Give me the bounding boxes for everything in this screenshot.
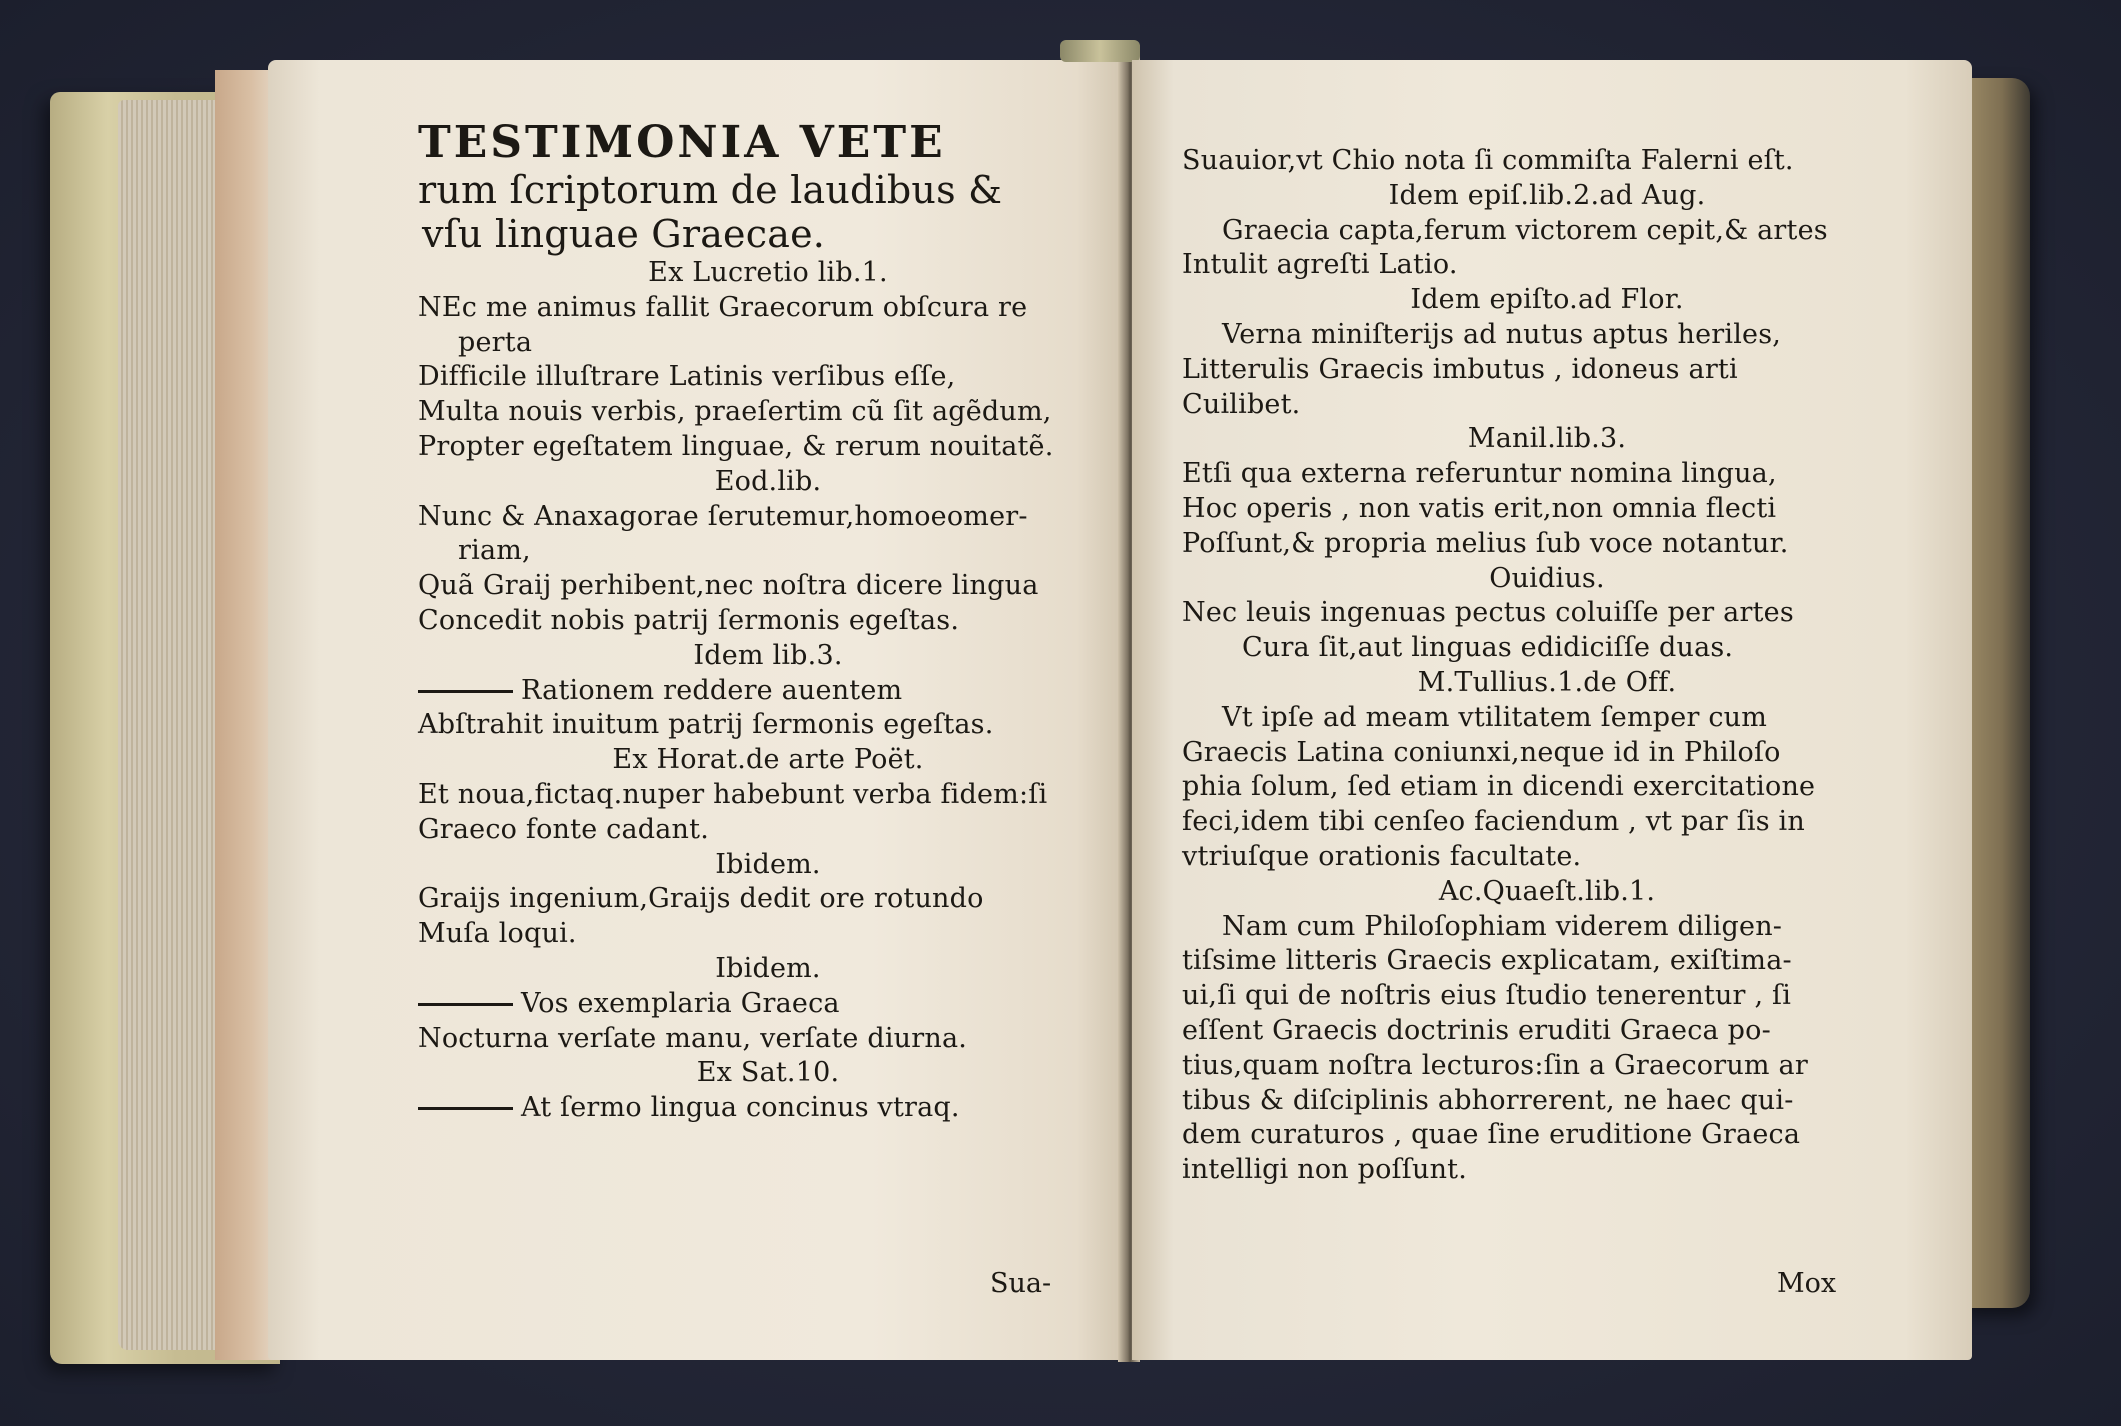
page-subtitle: vſu linguae Graecae.: [422, 212, 826, 256]
text-line: Propter egeſtatem linguae, & rerum nouitatẽ.: [418, 430, 1054, 462]
em-rule: [418, 690, 513, 693]
text-line: riam,: [458, 535, 531, 567]
text-line: Intulit agreſti Latio.: [1182, 249, 1458, 281]
text-line: Nec leuis ingenuas pectus coluiſſe per artes: [1182, 597, 1794, 629]
right-page-text: [1182, 144, 1912, 1188]
right-page: [1132, 60, 1972, 1360]
text-line: [418, 1091, 1118, 1126]
section-heading: Manil.lib.3.: [1467, 423, 1627, 455]
section-heading: M.Tullius.1.de Off.: [1417, 666, 1677, 698]
left-page-text: [418, 118, 1118, 1126]
text-line: intelligi non poſſunt.: [1182, 1154, 1468, 1186]
text-line: Verna miniſterijs ad nutus aptus heriles,: [1222, 318, 1782, 350]
text-line: feci,idem tibi cenſeo faciendum , vt par ſis in: [1182, 806, 1805, 838]
page-subtitle: rum ſcriptorum de laudibus &: [418, 168, 1003, 212]
section-heading: Ex Lucretio lib.1.: [648, 257, 888, 288]
em-rule: [418, 1003, 513, 1006]
text-line: Difficile illuſtrare Latinis verſibus eſſe,: [418, 361, 956, 393]
section-heading: Idem epiſto.ad Flor.: [1410, 284, 1684, 316]
text-line: phia ſolum, ſed etiam in dicendi exercitatione: [1182, 771, 1816, 803]
fore-edge-left: [215, 70, 275, 1360]
text-line: Et noua,fictaq.nuper habebunt verba fidem:ſi: [418, 778, 1048, 810]
text-line: NEc me animus fallit Graecorum obſcura re: [418, 291, 1028, 323]
text-line-content: Vos exemplaria Graeca: [521, 987, 840, 1019]
section-heading: Ex Sat.10.: [696, 1057, 840, 1089]
section-heading: Eod.lib.: [714, 465, 822, 497]
text-line: Graecia capta,ferum victorem cepit,& artes: [1222, 214, 1828, 246]
section-heading: Ex Horat.de arte Poët.: [612, 744, 924, 776]
catchword-right: Mox: [1777, 1268, 1837, 1299]
text-line: Quã Graij perhibent,nec noſtra dicere lingua: [418, 570, 1039, 602]
text-line: tibus & diſciplinis abhorrerent, ne haec qui-: [1182, 1084, 1794, 1116]
text-line: Multa nouis verbis, praeſertim cũ ſit agẽdum,: [418, 396, 1052, 428]
text-line: eſſent Graecis doctrinis eruditi Graeca po-: [1182, 1014, 1771, 1046]
section-heading: Ouidius.: [1489, 562, 1605, 594]
section-heading: Ibidem.: [715, 848, 821, 880]
text-line: Vt ipſe ad meam vtilitatem ſemper cum: [1222, 701, 1768, 733]
text-line-content: At ſermo lingua concinus vtraq.: [521, 1092, 960, 1124]
section-heading: Idem epiſ.lib.2.ad Aug.: [1388, 179, 1706, 211]
text-line: Nocturna verſate manu, verſate diurna.: [418, 1022, 968, 1054]
text-line: Cuilibet.: [1182, 388, 1301, 420]
right-text-lines: [1182, 144, 1912, 1188]
text-line: [418, 987, 1118, 1022]
text-line: [418, 674, 1118, 709]
section-heading: Ac.Quaeſt.lib.1.: [1438, 875, 1656, 907]
text-line: dem curaturos , quae ſine eruditione Graeca: [1182, 1119, 1801, 1151]
text-line: Nam cum Philoſophiam viderem diligen-: [1222, 910, 1783, 942]
text-line: Nunc & Anaxagorae ſerutemur,homoeomer-: [418, 500, 1028, 532]
catchword-left: Sua-: [990, 1268, 1052, 1299]
text-line: Poſſunt,& propria melius ſub voce notantur.: [1182, 527, 1789, 559]
text-line: perta: [458, 326, 533, 358]
text-line: Hoc operis , non vatis erit,non omnia flecti: [1182, 492, 1777, 524]
text-line-content: Rationem reddere auentem: [521, 674, 903, 706]
text-line: ui,ſi qui de noſtris eius ſtudio tenerentur , ſi: [1182, 980, 1792, 1012]
text-line: Graijs ingenium,Graijs dedit ore rotundo: [418, 883, 984, 915]
text-line: tiſsime litteris Graecis explicatam, exiſtima-: [1182, 945, 1792, 977]
text-line: Muſa loqui.: [418, 918, 577, 950]
section-heading: Ibidem.: [715, 952, 821, 984]
text-line: Graecis Latina coniunxi,neque id in Philoſo: [1182, 736, 1781, 768]
page-title: TESTIMONIA VETE: [418, 117, 946, 168]
text-line: vtriuſque orationis facultate.: [1182, 840, 1582, 872]
text-line: Suauior,vt Chio nota ſi commiſta Falerni eſt.: [1182, 145, 1794, 176]
text-line: Abſtrahit inuitum patrij ſermonis egeſtas.: [418, 709, 994, 741]
text-line: Etſi qua externa referuntur nomina lingua,: [1182, 458, 1777, 490]
text-line: tius,quam noſtra lecturos:ſin a Graecorum ar: [1182, 1049, 1808, 1081]
text-line: Litterulis Graecis imbutus , idoneus arti: [1182, 353, 1738, 385]
text-line: Concedit nobis patrij ſermonis egeſtas.: [418, 604, 960, 636]
text-line: Cura ſit,aut linguas edidiciſſe duas.: [1242, 632, 1734, 664]
spine-thread: [1060, 40, 1140, 62]
section-heading: Idem lib.3.: [693, 639, 843, 671]
em-rule: [418, 1107, 513, 1110]
left-text-lines: [418, 256, 1118, 1126]
left-page: [268, 60, 1128, 1360]
text-line: Graeco fonte cadant.: [418, 813, 709, 845]
